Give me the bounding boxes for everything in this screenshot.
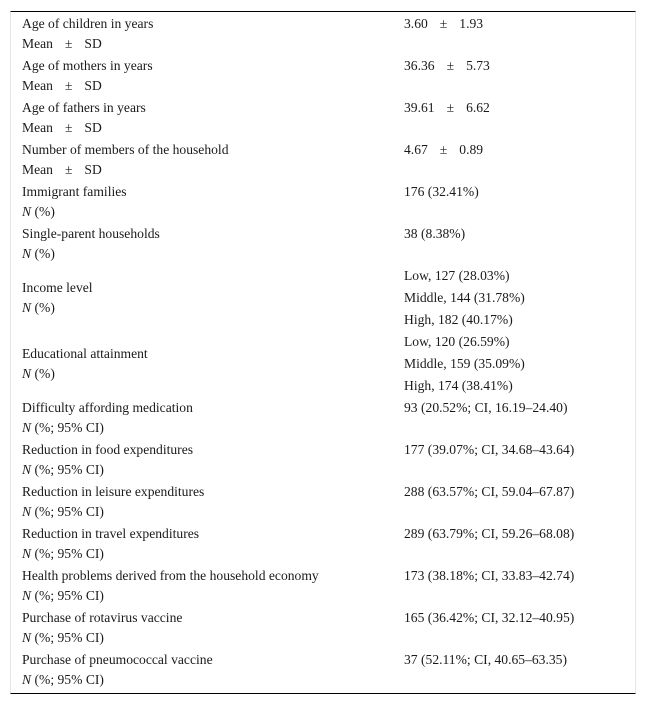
row-value: Low, 120 (26.59%) Middle, 159 (35.09%) High, 174 (38.41%)	[404, 334, 525, 393]
row-value: 4.67 ± 0.89	[404, 142, 484, 157]
row-label: Reduction in food expenditures	[22, 442, 194, 457]
row-label: Age of children in years	[22, 16, 154, 31]
row-label: Age of fathers in years	[22, 100, 146, 115]
data-table: Age of children in years Mean ± SD 3.60 ± 1.93 Age of mothers in years Mean ± SD 36.36 ± 5.73 Age of fathers in years Mean ± SD 39.61 ± 6.62 Number of members of the household Mean ± SD 4.67 ± 0.89 Immigrant families N (%) 176 (32.41%) Single-parent households N (%) 38 (8.38%) Income level N (%) Low, 127 (28.03%) Middle, 144 (31.78%) High, 182 (40.17%) Educational attainment N (%) Low, 120 (26.59%) Middle, 159 (35.09%) High, 174 (38.41%) Difficulty affording medication N (%; 95% CI) 93 (20.52%; CI, 16.19–24.40) Reduction in food expenditures N (%; 95% CI) 177 (39.07%; CI, 34.68–43.64) Reduction in leisure expenditures N (%; 95% CI) 288 (63.57%; CI, 59.04–67.87) Reduction in travel expenditures N (%; 95% CI) 289 (63.79%; CI, 59.26–68.08) Health problems derived from the household economy N (%; 95% CI) 173 (38.18%; CI, 33.83–42.74) Purchase of rotavirus vaccine N (%; 95% CI) 165 (36.42%; CI, 32.12–40.95) Purchase of pneumococcal vaccine N (%; 95% CI) 37 (52.11%; CI, 40.65–63.35)	[10, 11, 636, 694]
row-label: Difficulty affording medication	[22, 400, 193, 415]
row-value: 38 (8.38%)	[404, 226, 466, 241]
row-label: Purchase of rotavirus vaccine	[22, 610, 183, 625]
row-value: 177 (39.07%; CI, 34.68–43.64)	[404, 442, 575, 457]
row-value: 3.60 ± 1.93	[404, 16, 484, 31]
row-value: 289 (63.79%; CI, 59.26–68.08)	[404, 526, 575, 541]
row-value: 39.61 ± 6.62	[404, 100, 490, 115]
row-label: Purchase of pneumococcal vaccine	[22, 652, 213, 667]
row-label: Educational attainment	[22, 346, 148, 361]
row-value: 93 (20.52%; CI, 16.19–24.40)	[404, 400, 568, 415]
row-label: Number of members of the household	[22, 142, 229, 157]
row-value: 165 (36.42%; CI, 32.12–40.95)	[404, 610, 575, 625]
row-value: 173 (38.18%; CI, 33.83–42.74)	[404, 568, 575, 583]
row-label: Age of mothers in years	[22, 58, 153, 73]
row-label: Immigrant families	[22, 184, 127, 199]
row-label: Income level	[22, 280, 93, 295]
row-label: Single-parent households	[22, 226, 160, 241]
row-value: Low, 127 (28.03%) Middle, 144 (31.78%) High, 182 (40.17%)	[404, 268, 525, 327]
row-label: Reduction in travel expenditures	[22, 526, 200, 541]
row-label: Reduction in leisure expenditures	[22, 484, 205, 499]
row-label: Health problems derived from the household economy	[22, 568, 319, 583]
row-value: 176 (32.41%)	[404, 184, 479, 199]
row-value: 288 (63.57%; CI, 59.04–67.87)	[404, 484, 575, 499]
row-value: 36.36 ± 5.73	[404, 58, 490, 73]
row-value: 37 (52.11%; CI, 40.65–63.35)	[404, 652, 567, 667]
